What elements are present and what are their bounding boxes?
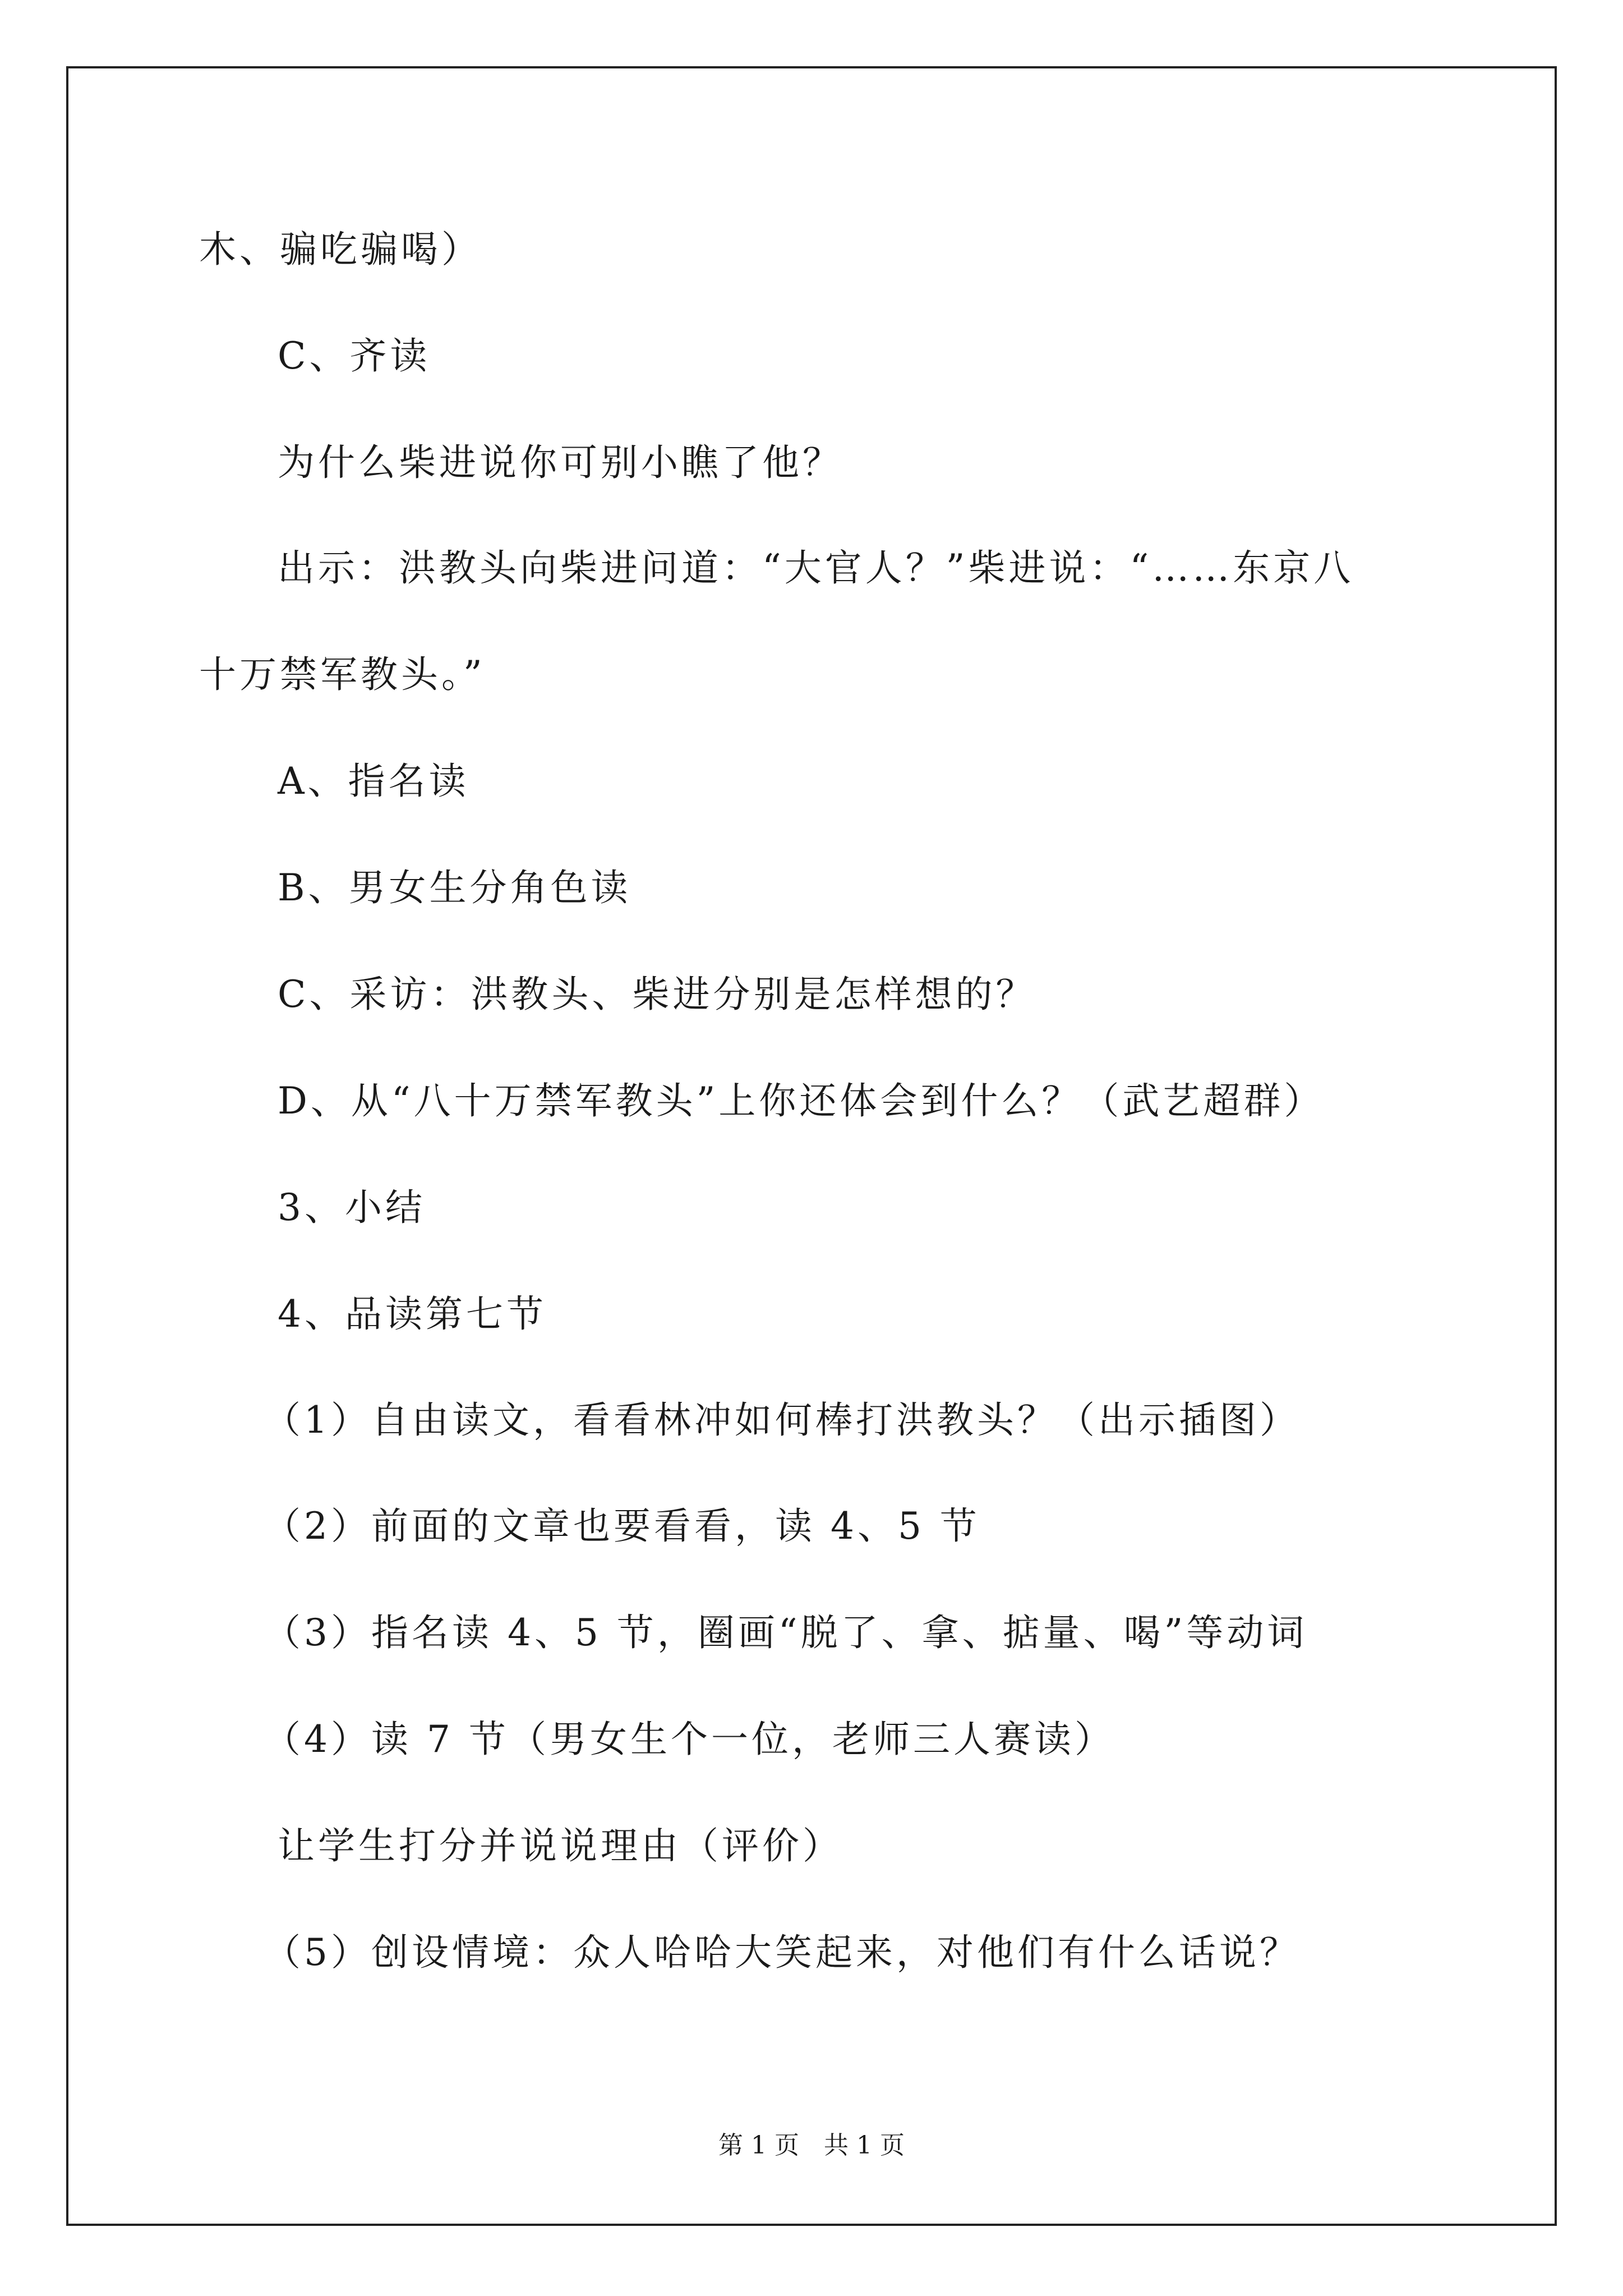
text-line-3: 为什么柴进说你可别小瞧了他？ <box>278 441 843 484</box>
text-line-12: （1）自由读文，看看林冲如何棒打洪教头？（出示插图） <box>264 1398 1300 1442</box>
text-line-6: A、指名读 <box>278 760 469 803</box>
text-line-7: B、男女生分角色读 <box>278 866 631 909</box>
text-line-14: （3）指名读 4、5 节，圈画“脱了、拿、掂量、喝”等动词 <box>264 1611 1308 1654</box>
text-line-2: C、齐读 <box>278 334 431 378</box>
text-line-15: （4）读 7 节（男女生个一位，老师三人赛读） <box>264 1718 1115 1761</box>
text-line-17: （5）创设情境：众人哈哈大笑起来，对他们有什么话说？ <box>264 1931 1300 1974</box>
text-line-8: C、采访：洪教头、柴进分别是怎样想的？ <box>278 973 1036 1016</box>
page-border <box>66 66 1557 2226</box>
text-line-1: 木、骗吃骗喝） <box>199 228 482 271</box>
text-line-9: D、从“八十万禁军教头”上你还体会到什么？（武艺超群） <box>278 1079 1325 1122</box>
text-line-4: 出示：洪教头向柴进问道：“大官人？”柴进说：“……东京八 <box>278 546 1354 590</box>
text-line-11: 4、品读第七节 <box>278 1292 547 1336</box>
text-line-16: 让学生打分并说说理由（评价） <box>278 1824 843 1867</box>
page-footer: 第 1 页 共 1 页 <box>718 2131 905 2160</box>
text-line-5: 十万禁军教头。” <box>199 653 486 696</box>
text-line-13: （2）前面的文章也要看看，读 4、5 节 <box>264 1504 980 1548</box>
text-line-10: 3、小结 <box>278 1186 426 1229</box>
